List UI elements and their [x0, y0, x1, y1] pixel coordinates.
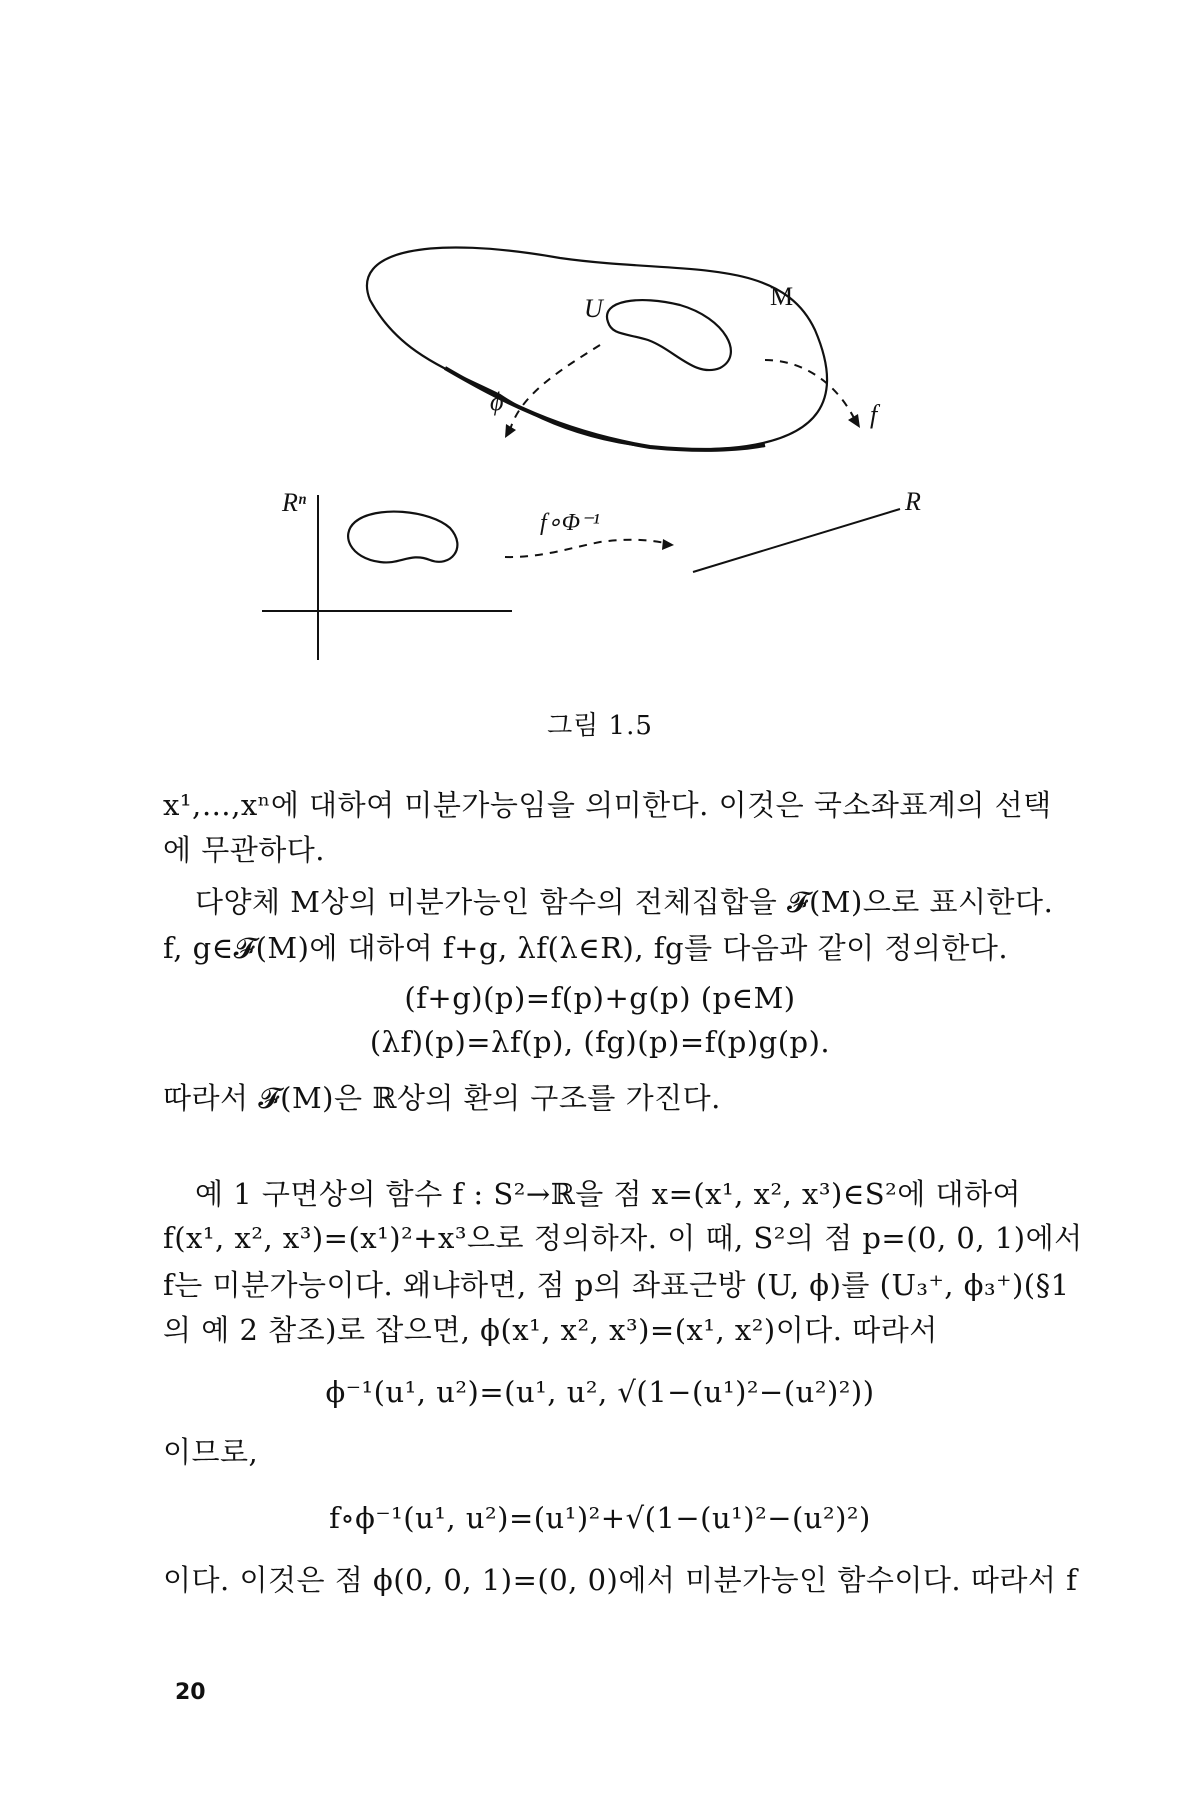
body-line-5: 따라서 𝓕(M)은 ℝ상의 환의 구조를 가진다.: [163, 1081, 721, 1115]
example-line-3: f는 미분가능이다. 왜냐하면, 점 p의 좌표근방 (U, ϕ)를 (U₃⁺, ϕ₃⁺)(§1: [163, 1268, 1070, 1302]
equation-3: ϕ⁻¹(u¹, u²)=(u¹, u², √(1−(u¹)²−(u²)²)): [325, 1375, 875, 1409]
example-line-2: f(x¹, x², x³)=(x¹)²+x³으로 정의하자. 이 때, S²의 점 p=(0, 0, 1)에서: [163, 1221, 1083, 1255]
label-r: R: [905, 487, 921, 516]
body-line-4: f, g∈𝓕(M)에 대하여 f+g, λf(λ∈R), fg를 다음과 같이 정의한다.: [163, 931, 1009, 965]
composite-arrowhead: [662, 539, 674, 550]
neighborhood-u: [607, 300, 731, 370]
label-u: U: [584, 294, 603, 323]
composite-arrow: [505, 540, 665, 557]
phi-arrow: [510, 345, 600, 430]
label-rn: Rⁿ: [282, 488, 307, 517]
body-line-2: 에 무관하다.: [163, 833, 326, 867]
equation-4: f∘ϕ⁻¹(u¹, u²)=(u¹)²+√(1−(u¹)²−(u²)²): [329, 1501, 871, 1535]
body-line-6: 이므로,: [163, 1435, 259, 1469]
manifold-outline: [367, 247, 827, 449]
page-number: 20: [175, 1680, 206, 1705]
f-arrow: [765, 360, 855, 420]
real-line: [693, 509, 900, 572]
equation-2: (λf)(p)=λf(p), (fg)(p)=f(p)g(p).: [369, 1025, 831, 1059]
body-line-7: 이다. 이것은 점 ϕ(0, 0, 1)=(0, 0)에서 미분가능인 함수이다. 따라서 f: [163, 1563, 1078, 1597]
label-phi: ϕ: [490, 387, 504, 416]
example-line-4: 의 예 2 참조)로 잡으면, ϕ(x¹, x², x³)=(x¹, x²)이다. 따라서: [163, 1313, 938, 1347]
body-line-3: 다양체 M상의 미분가능인 함수의 전체집합을 𝓕(M)으로 표시한다.: [195, 885, 1054, 919]
figure-1-5-diagram: [0, 0, 1200, 700]
equation-1: (f+g)(p)=f(p)+g(p) (p∈M): [404, 981, 796, 1015]
label-f: f: [870, 400, 878, 429]
image-region: [348, 512, 457, 563]
label-m: M: [770, 282, 794, 311]
figure-caption: 그림 1.5: [547, 711, 653, 741]
label-composite: f∘Φ⁻¹: [540, 510, 600, 536]
body-line-1: x¹,…,xⁿ에 대하여 미분가능임을 의미한다. 이것은 국소좌표계의 선택: [163, 788, 1052, 822]
example-line-1: 예 1 구면상의 함수 f : S²→ℝ을 점 x=(x¹, x², x³)∈S²에 대하여: [195, 1177, 1022, 1211]
